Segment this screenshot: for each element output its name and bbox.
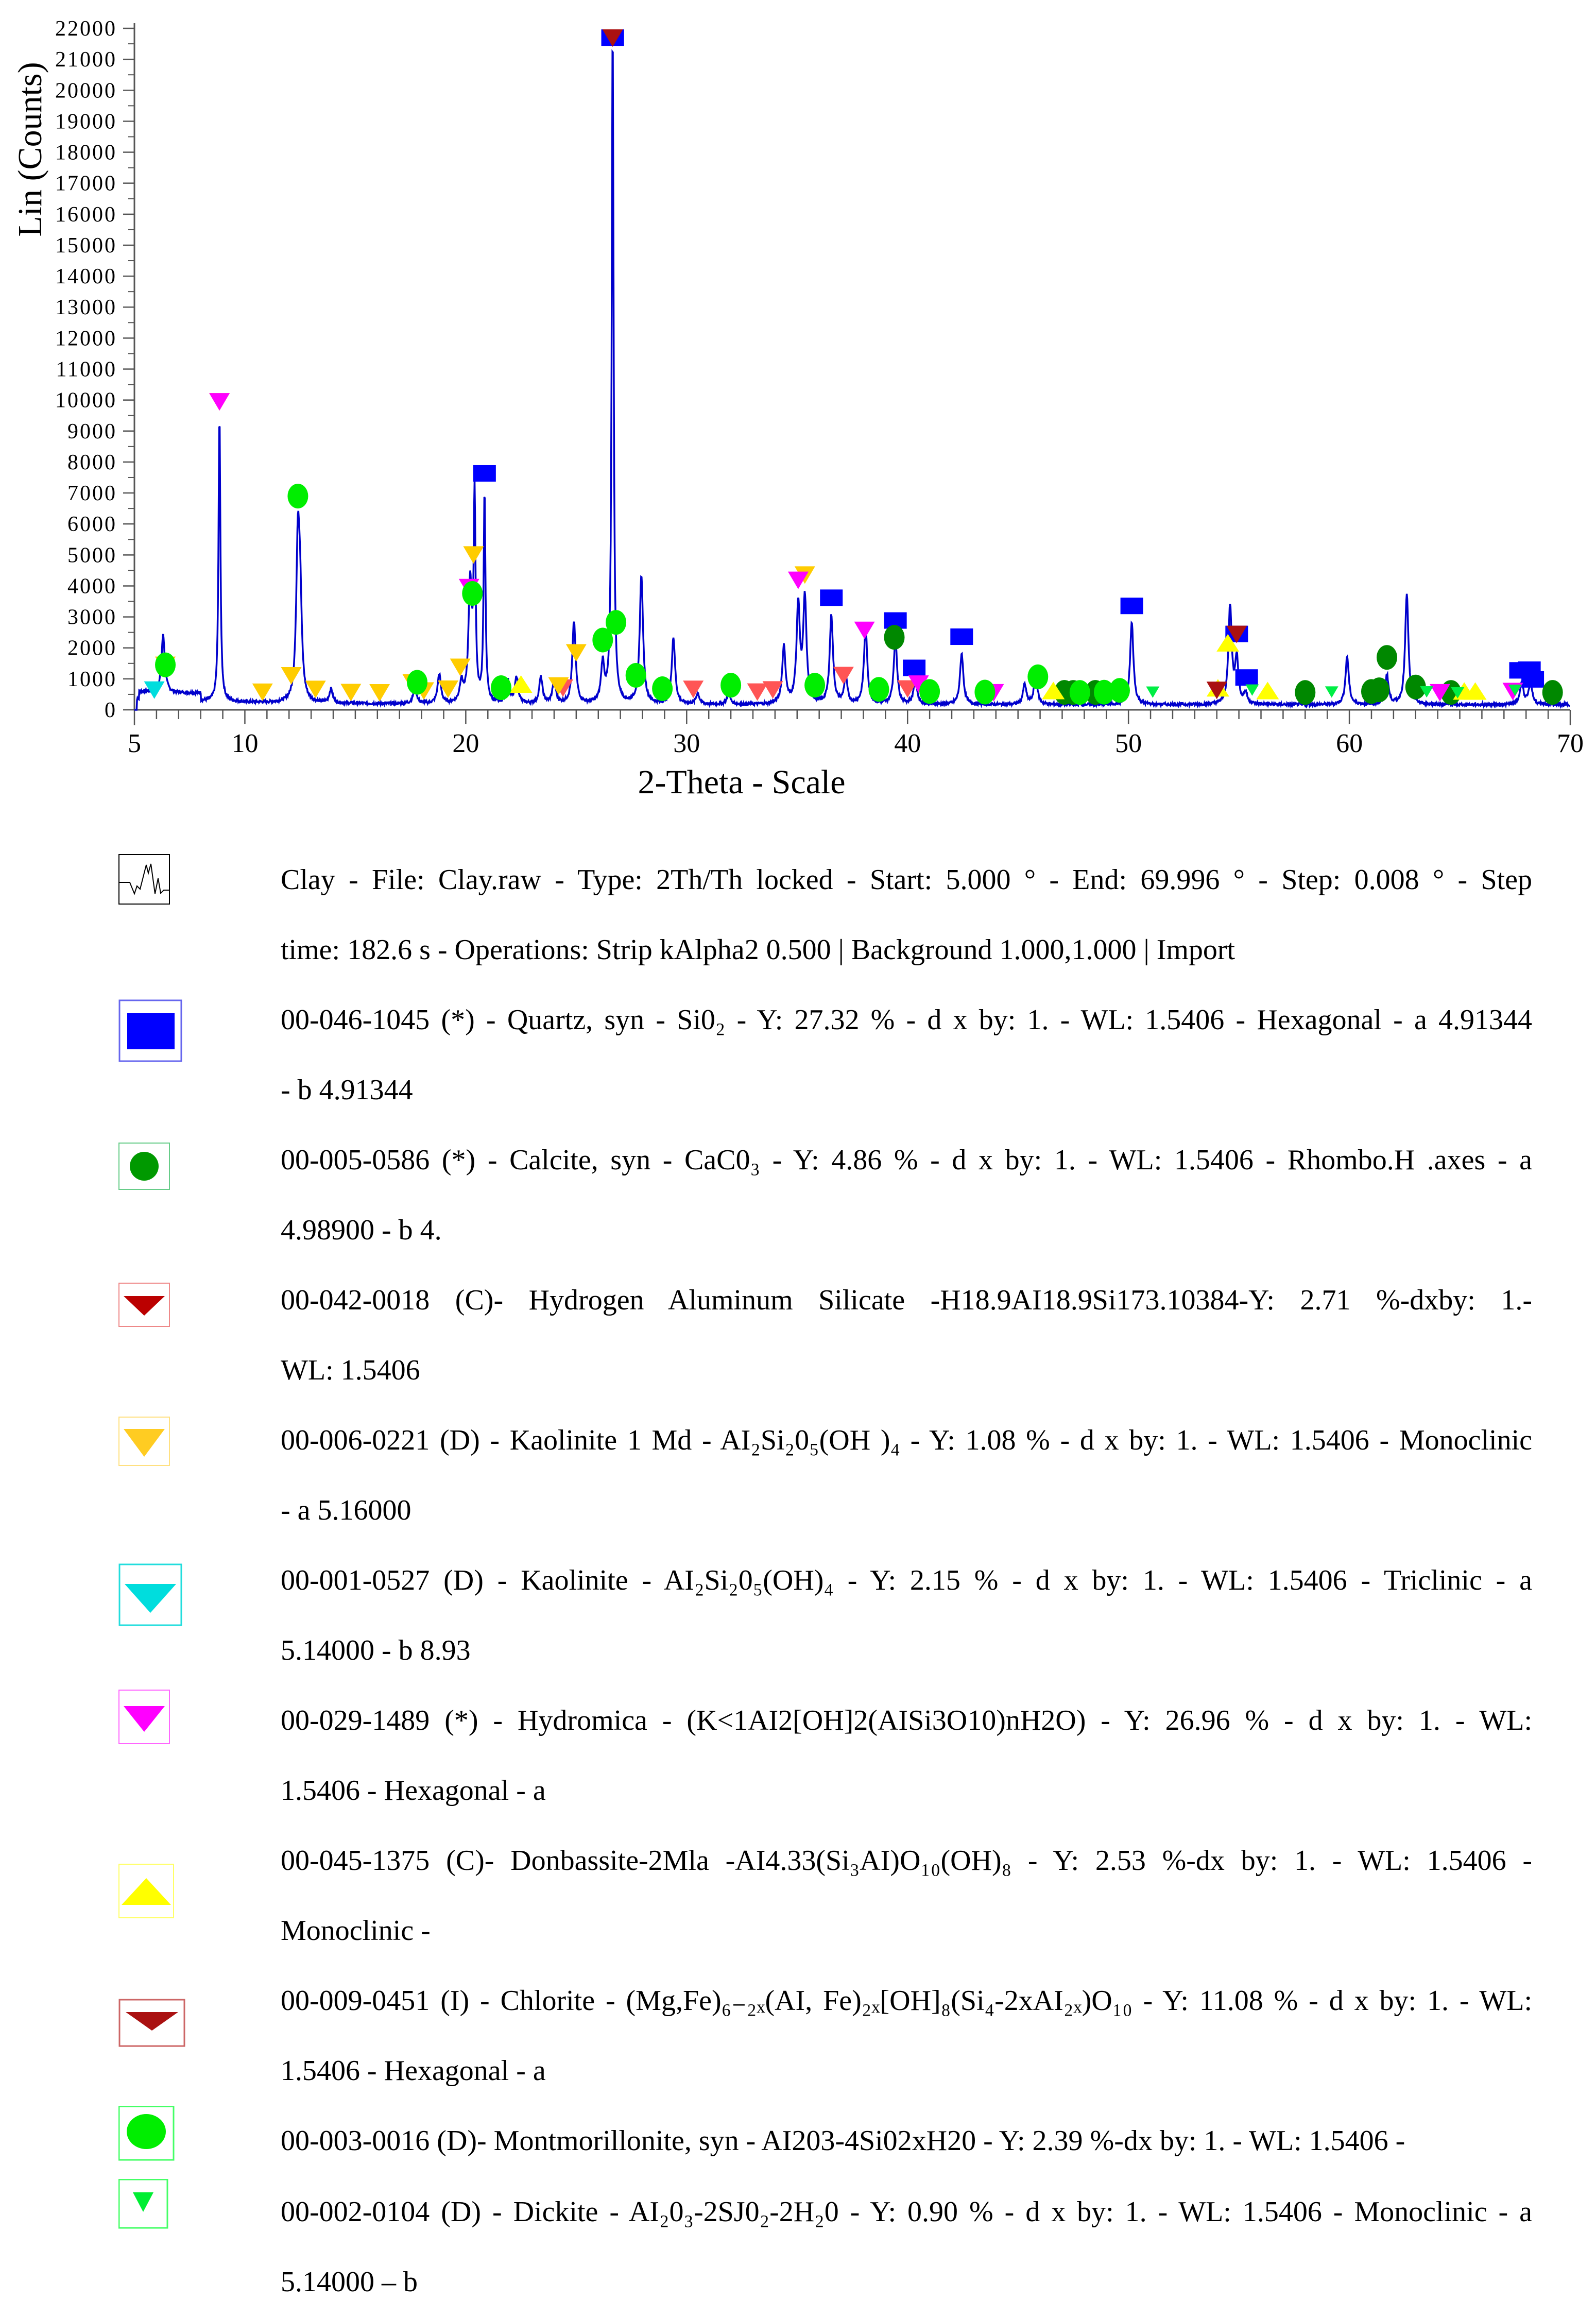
svg-text:22000: 22000: [55, 17, 117, 41]
svg-text:5000: 5000: [67, 543, 117, 568]
chart-axes: [55, 17, 1584, 758]
magenta-triangle-down-icon: [118, 1690, 170, 1749]
scan-trace-icon: [118, 854, 170, 908]
legend-item-text: 00-005-0586 (*) - Calcite, syn - CaC0₃ - Y: 4.86 % - d x by: 1. - WL: 1.5406 - Rhombo.H .axes - a: [281, 1144, 1532, 1176]
gold-triangle-down-icon: [118, 1417, 170, 1471]
dark-red-triangle-down-icon: [118, 1999, 185, 2053]
phase-markers: [144, 29, 1563, 705]
svg-text:19000: 19000: [55, 110, 117, 134]
legend-item-text: - b 4.91344: [281, 1074, 413, 1106]
svg-text:30: 30: [673, 729, 700, 758]
legend-item-text: 00-009-0451 (I) - Chlorite - (Mg,Fe)₆₋₂ₓ(AI, Fe)₂ₓ[OH]₈(Si₄-2xAI₂ₓ)O₁₀ - Y: 11.08 % - d x by: 1. - WL:: [281, 1985, 1532, 2017]
svg-text:70: 70: [1557, 729, 1584, 758]
green-circle-icon: [118, 2106, 175, 2165]
legend-item-text: - a 5.16000: [281, 1494, 411, 1526]
legend-item-text: 00-045-1375 (C)- Donbassite-2Mla -AI4.33(Si₃AI)O₁₀(OH)₈ - Y: 2.53 %-dx by: 1. - WL: 1.5406 -: [281, 1845, 1532, 1877]
legend-item-text: 1.5406 - Hexagonal - a: [281, 2055, 546, 2087]
dark-green-circle-icon: [118, 1143, 170, 1197]
y-axis-label: Lin (Counts): [11, 62, 49, 237]
svg-text:10000: 10000: [55, 388, 117, 413]
legend-item-text: 1.5406 - Hexagonal - a: [281, 1775, 546, 1807]
legend-item-text: 4.98900 - b 4.: [281, 1214, 442, 1246]
legend-item-text: WL: 1.5406: [281, 1354, 420, 1386]
svg-text:10: 10: [231, 729, 259, 758]
svg-text:2000: 2000: [67, 636, 117, 660]
svg-text:20: 20: [452, 729, 479, 758]
legend-item-text: 5.14000 - b 8.93: [281, 1634, 471, 1666]
red-triangle-down-icon: [118, 1283, 170, 1337]
svg-text:6000: 6000: [67, 513, 117, 537]
green-triangle-down-icon: [118, 2179, 170, 2233]
legend-item-text: 00-003-0016 (D)- Montmorillonite, syn - AI203-4Si02xH20 - Y: 2.39 %-dx by: 1. - WL: 1.5406 -: [281, 2125, 1405, 2157]
svg-text:12000: 12000: [55, 327, 117, 351]
svg-text:20000: 20000: [55, 79, 117, 103]
yellow-triangle-up-icon: [118, 1864, 175, 1923]
svg-text:40: 40: [894, 729, 921, 758]
svg-text:13000: 13000: [55, 296, 117, 320]
diffraction-trace: [134, 52, 1570, 710]
legend-item-text: 00-029-1489 (*) - Hydromica - (K<1AI2[OH]2(AISi3O10)nH2O) - Y: 26.96 % - d x by: 1. - WL:: [281, 1705, 1532, 1736]
x-axis-label: 2-Theta - Scale: [638, 763, 846, 801]
xrd-chart: [0, 0, 1596, 824]
legend-item-text: Monoclinic -: [281, 1915, 431, 1947]
svg-text:0: 0: [105, 698, 117, 722]
svg-text:15000: 15000: [55, 233, 117, 258]
svg-text:9000: 9000: [67, 419, 117, 444]
legend-item-text: 00-001-0527 (D) - Kaolinite - AI₂Si₂0₅(OH)₄ - Y: 2.15 % - d x by: 1. - WL: 1.5406 - Triclinic - a: [281, 1564, 1532, 1596]
legend-item-text: 5.14000 – b: [281, 2266, 418, 2298]
svg-text:50: 50: [1115, 729, 1142, 758]
svg-text:17000: 17000: [55, 172, 117, 196]
svg-text:14000: 14000: [55, 265, 117, 289]
svg-text:1000: 1000: [67, 667, 117, 691]
legend-item-text: 00-042-0018 (C)- Hydrogen Aluminum Silicate -H18.9AI18.9Si173.10384-Y: 2.71 %-dxby: 1.-: [281, 1284, 1532, 1316]
svg-text:18000: 18000: [55, 141, 117, 165]
legend-item-text: 00-006-0221 (D) - Kaolinite 1 Md - AI₂Si₂0₅(OH )₄ - Y: 1.08 % - d x by: 1. - WL: 1.5406 - Monoclinic: [281, 1424, 1532, 1456]
legend-item-text: 00-046-1045 (*) - Quartz, syn - Si0₂ - Y: 27.32 % - d x by: 1. - WL: 1.5406 - Hexagonal - a 4.91344: [281, 1004, 1532, 1036]
svg-text:8000: 8000: [67, 450, 117, 474]
cyan-triangle-down-icon: [118, 1563, 182, 1630]
svg-text:3000: 3000: [67, 605, 117, 629]
blue-square-icon: [118, 999, 182, 1066]
legend-item-text: 00-002-0104 (D) - Dickite - AI₂0₃-2SJ0₂-2H₂0 - Y: 0.90 % - d x by: 1. - WL: 1.5406 - Monoclinic - a: [281, 2196, 1532, 2228]
legend-item-text: Clay - File: Clay.raw - Type: 2Th/Th locked - Start: 5.000 ° - End: 69.996 ° - Step: 0.008 ° - Step: [281, 864, 1532, 896]
svg-text:21000: 21000: [55, 48, 117, 72]
svg-text:60: 60: [1336, 729, 1363, 758]
svg-text:11000: 11000: [56, 357, 117, 382]
svg-text:7000: 7000: [67, 482, 117, 506]
legend-item-text: time: 182.6 s - Operations: Strip kAlpha2 0.500 | Background 1.000,1.000 | Import: [281, 934, 1235, 966]
svg-text:16000: 16000: [55, 202, 117, 227]
svg-text:4000: 4000: [67, 574, 117, 599]
svg-text:5: 5: [128, 729, 141, 758]
